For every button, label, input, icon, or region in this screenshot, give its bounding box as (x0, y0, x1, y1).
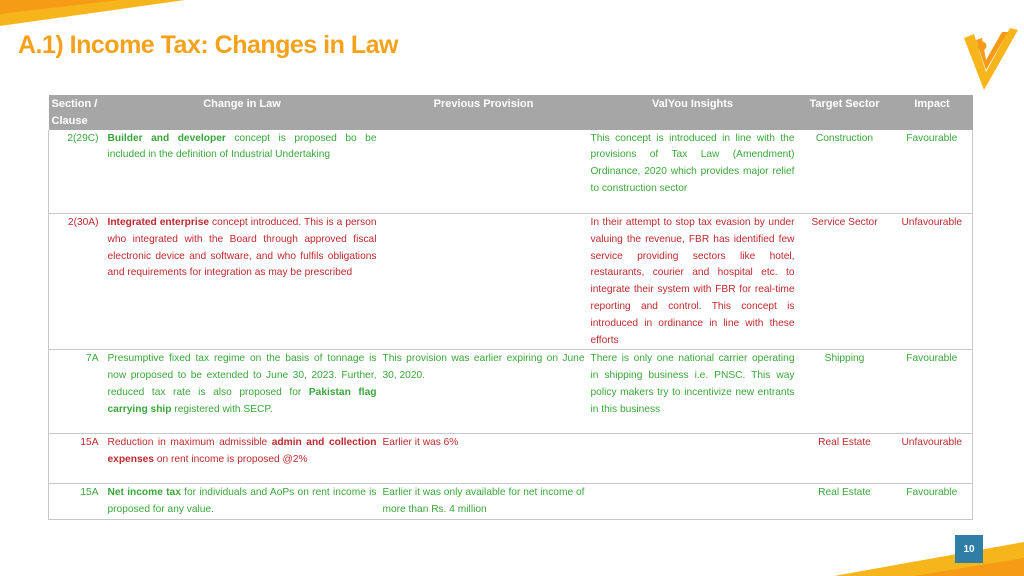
corner-decoration-bottom (834, 536, 1024, 576)
table-row (49, 350, 973, 434)
change-keyword: Builder and developer (107, 132, 226, 144)
previous-cell: Earlier it was 6% (380, 434, 588, 484)
corner-decoration-top (0, 0, 200, 30)
page-title: A.1) Income Tax: Changes in Law (18, 31, 398, 59)
impact-cell: Favourable (892, 350, 973, 434)
change-keyword: Pakistan flag carrying ship (107, 387, 377, 415)
header-impact: Impact (892, 95, 973, 130)
sector-cell: Shipping (798, 350, 892, 434)
change-cell (105, 350, 380, 434)
section-cell: 2(30A) (49, 214, 105, 350)
change-keyword: Integrated enterprise (107, 217, 210, 229)
table-row (49, 484, 973, 520)
table-row (49, 130, 973, 214)
previous-cell (380, 130, 588, 214)
sector-cell: Construction (798, 130, 892, 214)
change-text: Presumptive fixed tax regime on the basis of tonnage is now proposed to be extended to June 30, 2023. Further, reduced tax rate is also proposed for (107, 353, 377, 399)
impact-cell: Unfavourable (892, 434, 973, 484)
change-cell (105, 484, 380, 520)
sector-cell: Service Sector (798, 214, 892, 350)
change-keyword: admin and collection expenses (107, 437, 377, 466)
change-text: registered with SECP. (171, 403, 273, 415)
impact-cell: Favourable (892, 130, 973, 214)
change-text: for individuals and AoPs on rent income is proposed for any value. (107, 487, 377, 516)
section-cell: 15A (49, 484, 105, 520)
header-previous: Previous Provision (380, 95, 588, 130)
change-cell (105, 130, 380, 214)
section-cell: 15A (49, 434, 105, 484)
page-number-badge: 10 (955, 535, 983, 563)
change-keyword: Net income tax (107, 487, 181, 499)
table-header-row (49, 95, 973, 130)
sector-cell: Real Estate (798, 434, 892, 484)
insights-cell (588, 434, 798, 484)
header-insights: ValYou Insights (588, 95, 798, 130)
section-cell: 2(29C) (49, 130, 105, 214)
change-text: concept introduced. This is a person who integrated with the Board through approved fiscal electronic device and software, and who fulfils obligations and requirements for integration as may be prescribed (107, 217, 377, 279)
header-change: Change in Law (105, 95, 380, 130)
previous-cell: This provision was earlier expiring on June 30, 2020. (380, 350, 588, 434)
change-text: on rent income is proposed @2% (153, 454, 308, 466)
sector-cell: Real Estate (798, 484, 892, 520)
insights-cell: There is only one national carrier operating in shipping business i.e. PNSC. This way policy makers try to incentivize new entrants in this business (588, 350, 798, 434)
insights-cell (588, 484, 798, 520)
changes-in-law-table (48, 95, 973, 520)
impact-cell: Favourable (892, 484, 973, 520)
previous-cell (380, 214, 588, 350)
change-cell (105, 214, 380, 350)
table-row (49, 214, 973, 350)
change-cell (105, 434, 380, 484)
header-section: Section / Clause (49, 95, 105, 130)
checkmark-person-logo (962, 26, 1020, 94)
change-text: concept is proposed bo be included in the definition of Industrial Undertaking (107, 132, 377, 161)
table-row (49, 434, 973, 484)
header-sector: Target Sector (798, 95, 892, 130)
previous-cell: Earlier it was only available for net income of more than Rs. 4 million (380, 484, 588, 520)
insights-cell: This concept is introduced in line with the provisions of Tax Law (Amendment) Ordinance, 2020 which provides major relief to construction sector (588, 130, 798, 214)
insights-cell: In their attempt to stop tax evasion by under valuing the revenue, FBR has identified few service providing sectors like hotel, restaurants, courier and hospital etc. to integrate their system with FBR for real-time reporting and control. This concept is introduced in ordinance in line with these efforts (588, 214, 798, 350)
change-text: Reduction in maximum admissible (107, 437, 272, 449)
section-cell: 7A (49, 350, 105, 434)
impact-cell: Unfavourable (892, 214, 973, 350)
